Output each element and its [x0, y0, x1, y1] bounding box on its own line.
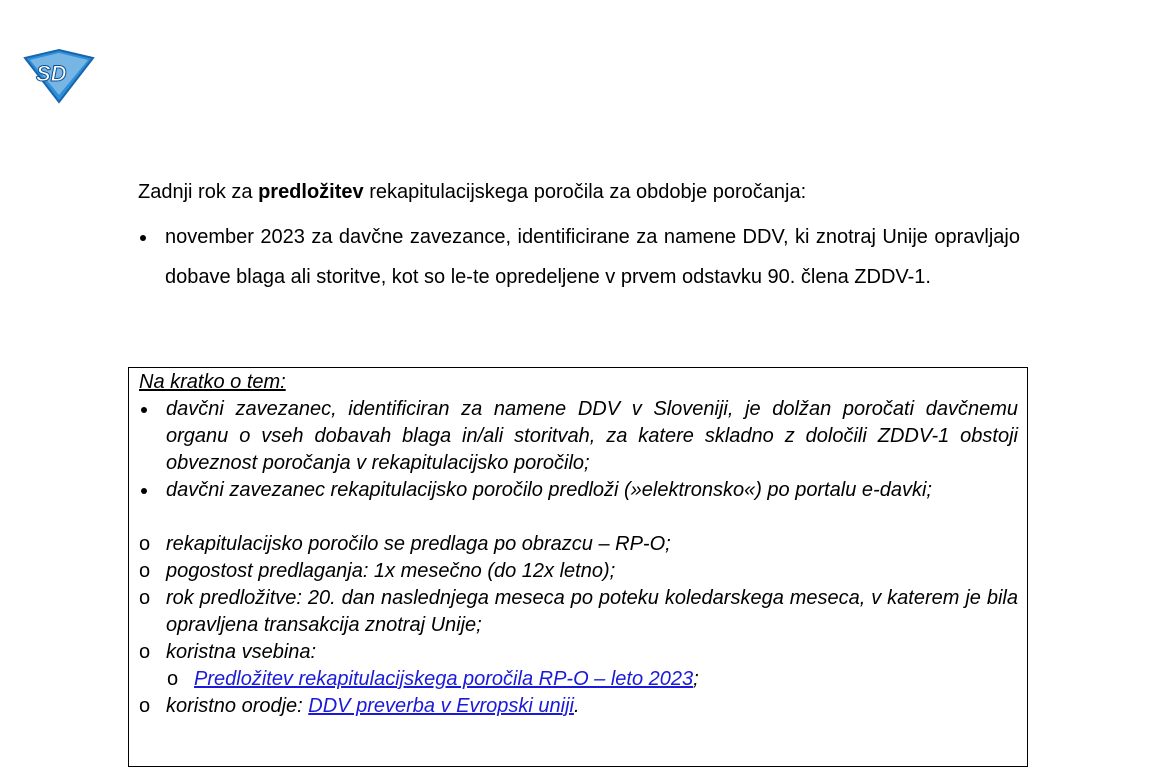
vat-check-link[interactable]: DDV preverba v Evropski uniji [308, 695, 574, 717]
sd-logo-icon [22, 48, 96, 104]
circle-bullet-icon: o [139, 587, 151, 609]
circle-bullet-icon: o [139, 533, 151, 555]
box-bullet-text: davčni zavezanec rekapitulacijsko poročilo predloži (»elektronsko«) po portalu e-davki; [166, 479, 932, 501]
rp-o-2023-link[interactable]: Predložitev rekapitulacijskega poročila RP-O – leto 2023 [194, 668, 694, 690]
circle-item [139, 639, 1018, 666]
link-suffix: . [573, 695, 580, 717]
sub-circle-item [139, 666, 1018, 693]
circle-item-text: rok predložitve: 20. dan naslednjega meseca po poteku koledarskega meseca, v katerem je bila opravljena transakcija znotraj Unije; [166, 587, 1018, 636]
circle-bullet-icon: o [139, 641, 151, 663]
box-circle-list [139, 531, 1018, 720]
circle-item-text: rekapitulacijsko poročilo se predlaga po obrazcu – RP-O; [166, 533, 671, 555]
intro-lead-post: rekapitulacijskega poročila za obdobje poročanja: [363, 181, 807, 203]
box-bullet-text: davčni zavezanec, identificiran za namene DDV v Sloveniji, je dolžan poročati davčnemu organu o vseh dobavah blaga in/ali storitvah, za katere skladno z določili ZDDV-1 obstoji obveznost poročanja v rekapitulacijsko poročilo; [166, 398, 1018, 474]
intro-list [138, 218, 1020, 297]
intro-lead [138, 178, 1020, 206]
intro-lead-bold: predložitev [258, 181, 364, 203]
spacer [139, 504, 1018, 531]
intro-section [138, 178, 1020, 297]
circle-bullet-icon: o [139, 695, 151, 717]
circle-item [139, 693, 1018, 720]
intro-bullet-text: november 2023 za davčne zavezance, identificirane za namene DDV, ki znotraj Unije opravljajo dobave blaga ali storitve, kot so le-te opredeljene v prvem odstavku 90. člena ZDDV-1. [165, 226, 1020, 288]
circle-item [139, 558, 1018, 585]
box-bullet-list [139, 396, 1018, 504]
box-bullet-item [139, 396, 1018, 477]
intro-bullet [138, 218, 1020, 297]
circle-item-text: pogostost predlaganja: 1x mesečno (do 12x letno); [166, 560, 616, 582]
bullet-icon [141, 488, 147, 494]
circle-bullet-icon: o [139, 560, 151, 582]
circle-item [139, 585, 1018, 639]
circle-item [139, 531, 1018, 558]
circle-bullet-icon: o [167, 668, 179, 690]
bullet-icon [141, 407, 147, 413]
intro-lead-pre: Zadnji rok za [138, 181, 259, 203]
summary-box [128, 367, 1028, 767]
box-title: Na kratko o tem: [139, 371, 286, 393]
box-bullet-item [139, 477, 1018, 504]
svg-text:SD: SD [36, 61, 67, 86]
link-suffix: ; [693, 668, 699, 690]
bullet-icon [140, 235, 146, 241]
circle-item-text: koristna vsebina: [166, 641, 317, 663]
tool-label: koristno orodje: [166, 695, 309, 717]
